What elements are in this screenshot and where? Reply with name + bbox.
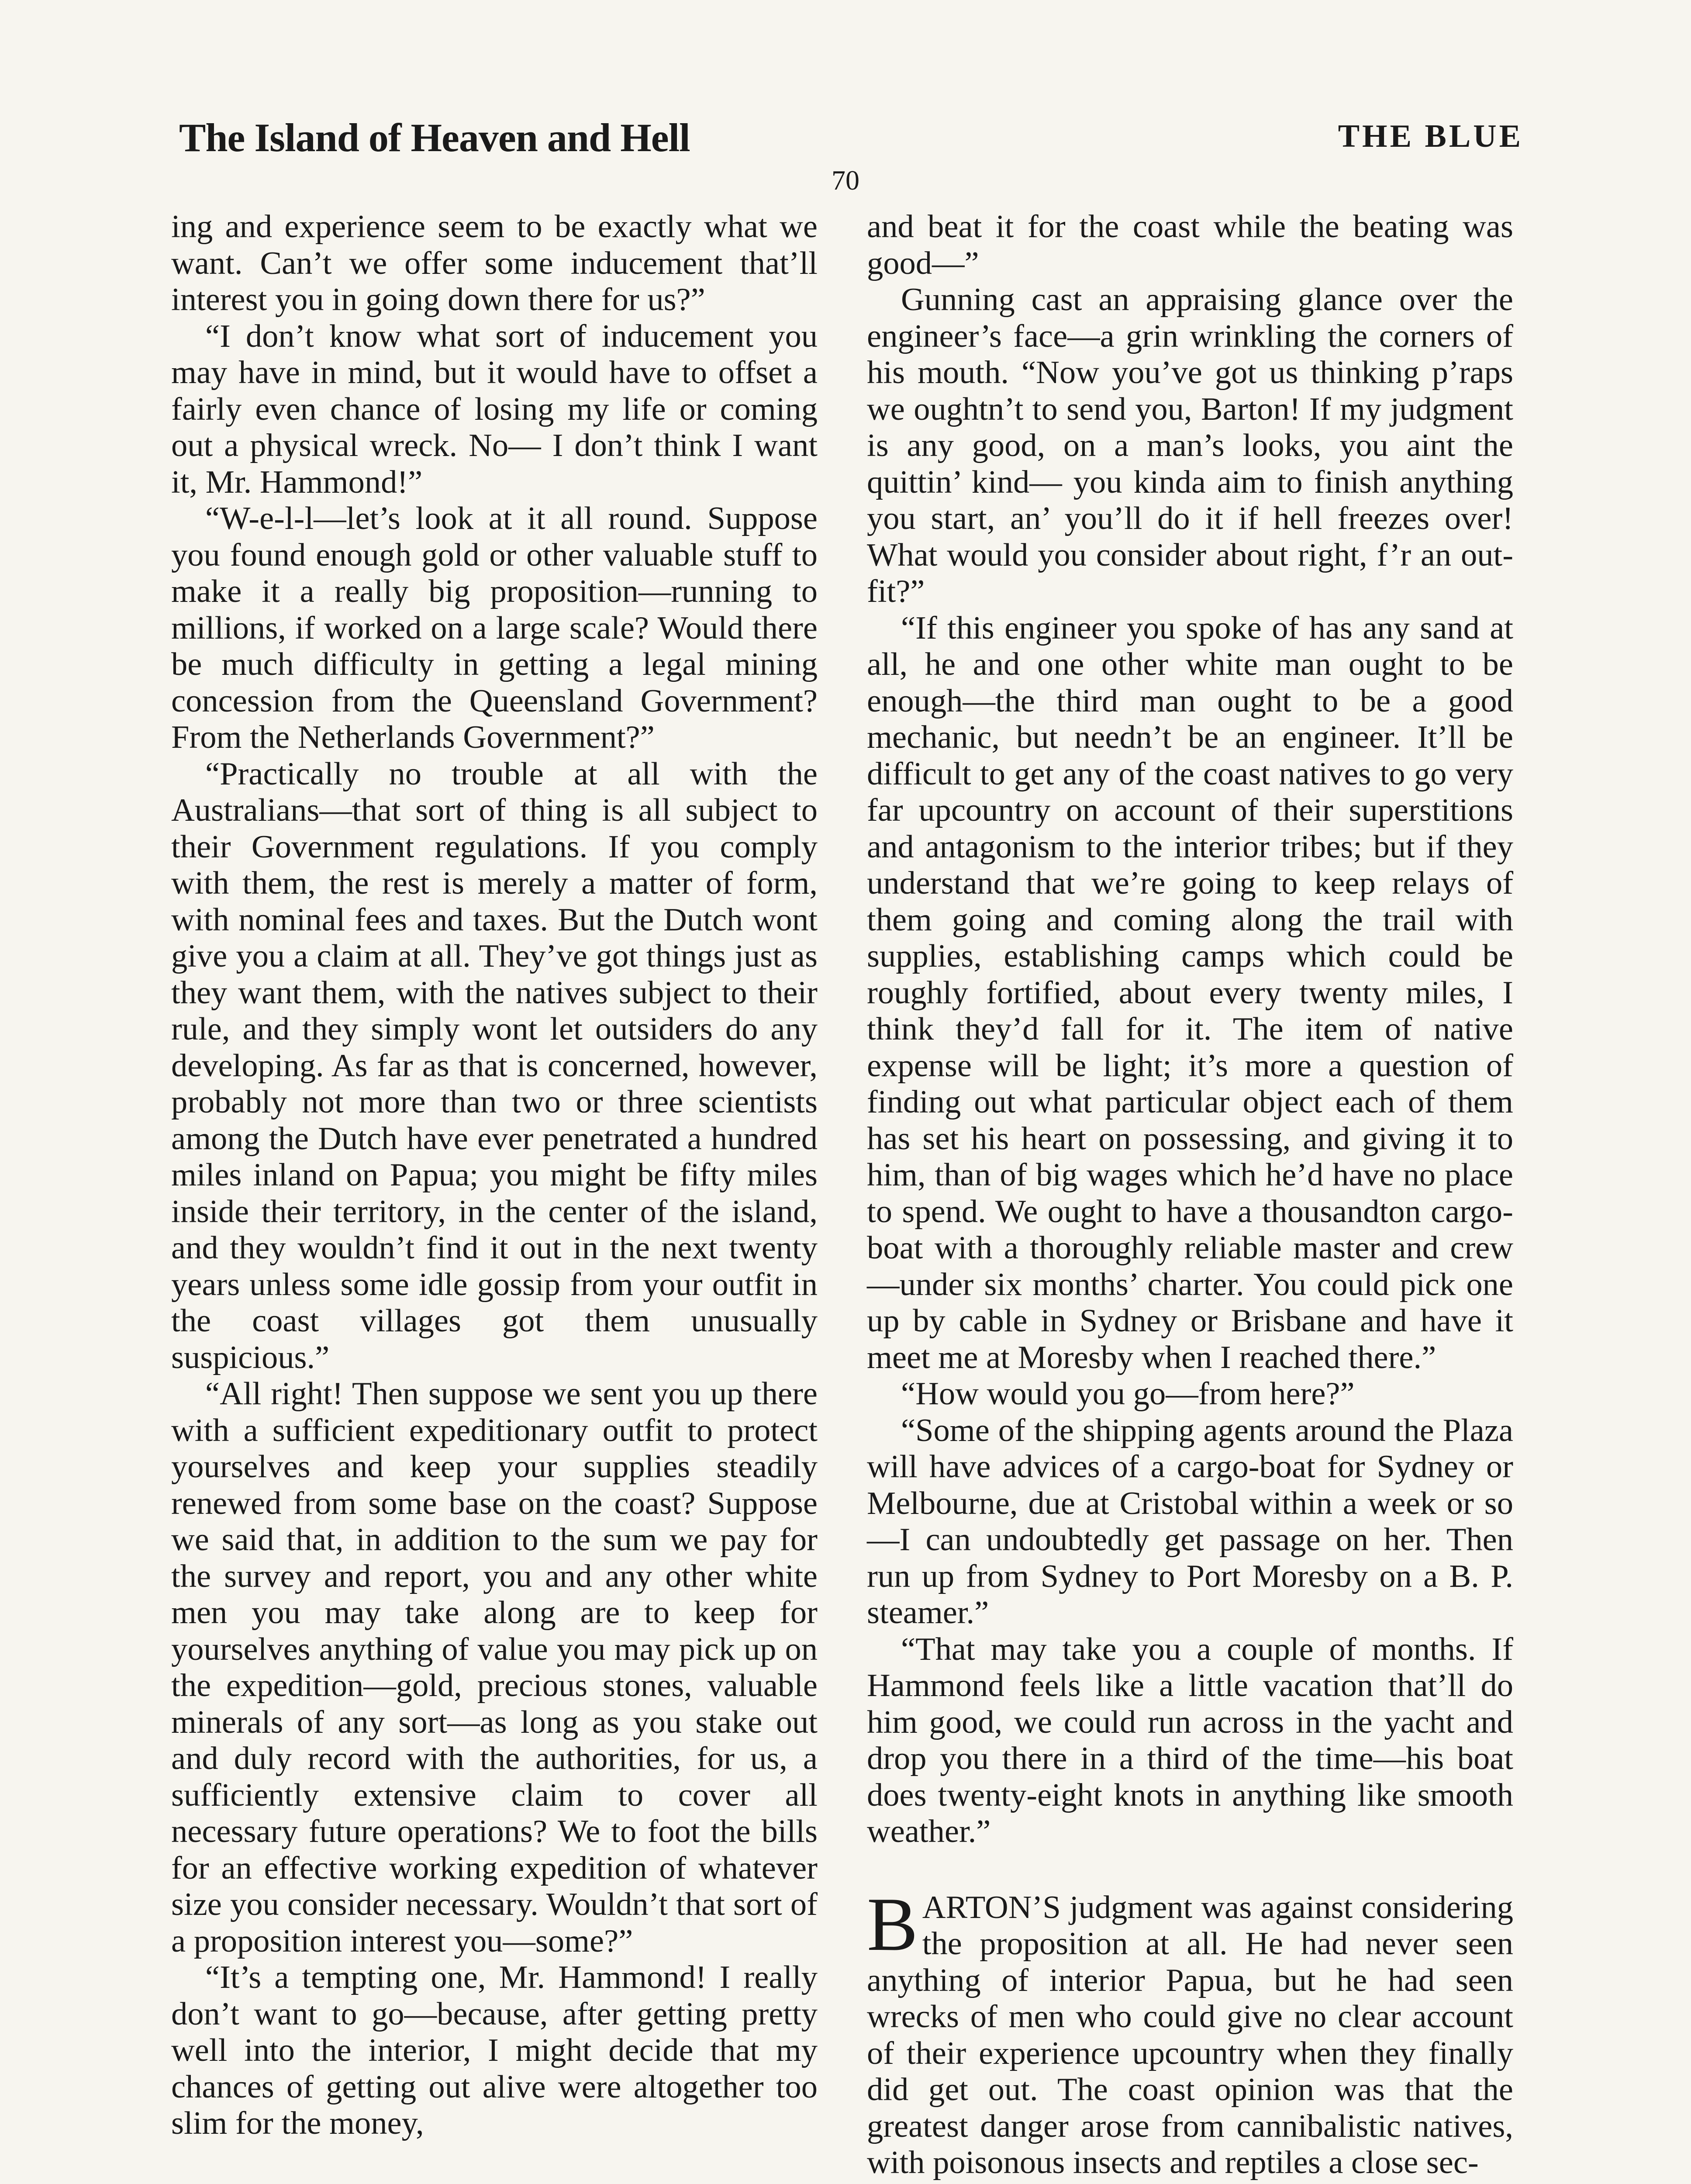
magazine-name: THE BLUE — [1338, 118, 1523, 154]
drop-cap: B — [867, 1881, 918, 1966]
section-opening-paragraph — [867, 1881, 1513, 2181]
paragraph: ing and experience seem to be exactly what we want. Can’t we offer some inducement that’ll interest you in going down there for us?” — [171, 209, 818, 318]
section-text: ARTON’S judgment was against considering the proposition at all. He had never seen anything of interior Papua, but he had seen wrecks of men who could give no clear account of their experience upcountry when they finally did get out. The coast opinion was that the greatest danger arose from cannibalistic natives, with poisonous insects and reptiles a close sec- — [867, 1889, 1513, 2181]
paragraph: “W-e-l-l—let’s look at it all round. Suppose you found enough gold or other valuable stuff to make it a really big proposition—running to millions, if worked on a large scale? Would there be much difficulty in getting a legal mining concession from the Queensland Government? From the Netherlands Government?” — [171, 501, 818, 755]
paragraph: “That may take you a couple of months. If Hammond feels like a little vacation that’ll do him good, we could run across in the yacht and drop you there in a third of the time—his boat does twenty-eight knots in anything like smooth weather.” — [867, 1631, 1513, 1849]
left-column — [171, 209, 818, 2142]
paragraph: “Practically no trouble at all with the Australians—that sort of thing is all subject to their Government regulations. If you comply with them, the rest is merely a matter of form, with nominal fees and taxes. But the Dutch wont give you a claim at all. They’ve got things just as they want them, with the natives subject to their rule, and they simply wont let outsiders do any developing. As far as that is concerned, however, probably not more than two or three scientists among the Dutch have ever penetrated a hundred miles inland on Papua; you might be fifty miles inside their territory, in the center of the island, and they wouldn’t find it out in the next twenty years unless some idle gossip from your outfit in the coast villages got them unusually suspicious.” — [171, 756, 818, 1375]
paragraph: “If this engineer you spoke of has any sand at all, he and one other white man ought to be enough—the third man ought to be a good mechanic, but needn’t be an engineer. It’ll be difficult to get any of the coast natives to go very far upcountry on account of their superstitions and antagonism to the interior tribes; but if they understand that we’re going to keep relays of them going and coming along the trail with supplies, establishing camps which could be roughly fortified, about every twenty miles, I think they’d fall for it. The item of native expense will be light; it’s more a question of finding out what particular object each of them has set his heart on possessing, and giving it to him, than of big wages which he’d have no place to spend. We ought to have a thousandton cargo-boat with a thoroughly reliable master and crew—under six months’ charter. You could pick one up by cable in Sydney or Brisbane and have it meet me at Moresby when I reached there.” — [867, 610, 1513, 1375]
page-number: 70 — [832, 165, 859, 196]
paragraph: “How would you go—from here?” — [901, 1376, 1355, 1412]
paragraph: “All right! Then suppose we sent you up there with a sufficient expeditionary outfit to protect yourselves and keep your supplies steadily renewed from some base on the coast? Suppose we said that, in addition to the sum we pay for the survey and report, you and any other white men you may take along are to keep for yourselves anything of value you may pick up on the expedition—gold, precious stones, valuable minerals of any sort—as long as you stake out and duly record with the authorities, for us, a sufficiently extensive claim to cover all necessary future operations? We to foot the bills for an effective working expedition of whatever size you consider necessary. Wouldn’t that sort of a proposition interest you—some?” — [171, 1376, 818, 1959]
paragraph: and beat it for the coast while the beating was good—” — [867, 209, 1513, 281]
paragraph: “It’s a tempting one, Mr. Hammond! I really don’t want to go—because, after getting pretty well into the interior, I might decide that my chances of getting out alive were altogether too slim for the money, — [171, 1959, 818, 2141]
right-column — [867, 209, 1513, 2181]
paragraph: “I don’t know what sort of inducement you may have in mind, but it would have to offset a fairly even chance of losing my life or coming out a physical wreck. No— I don’t think I want it, Mr. Hammond!” — [171, 318, 818, 500]
paragraph: Gunning cast an appraising glance over the engineer’s face—a grin wrinkling the corners of his mouth. “Now you’ve got us thinking p’raps we oughtn’t to send you, Barton! If my judgment is any good, on a man’s looks, you aint the quittin’ kind— you kinda aim to finish anything you start, an’ you’ll do it if hell freezes over! What would you consider about right, f’r an outfit?” — [867, 282, 1513, 609]
paragraph: “Some of the shipping agents around the Plaza will have advices of a cargo-boat for Sydney or Melbourne, due at Cristobal within a week or so—I can undoubtedly get passage on her. Then run up from Sydney to Port Moresby on a B. P. steamer.” — [867, 1412, 1513, 1631]
running-title: The Island of Heaven and Hell — [179, 115, 690, 160]
